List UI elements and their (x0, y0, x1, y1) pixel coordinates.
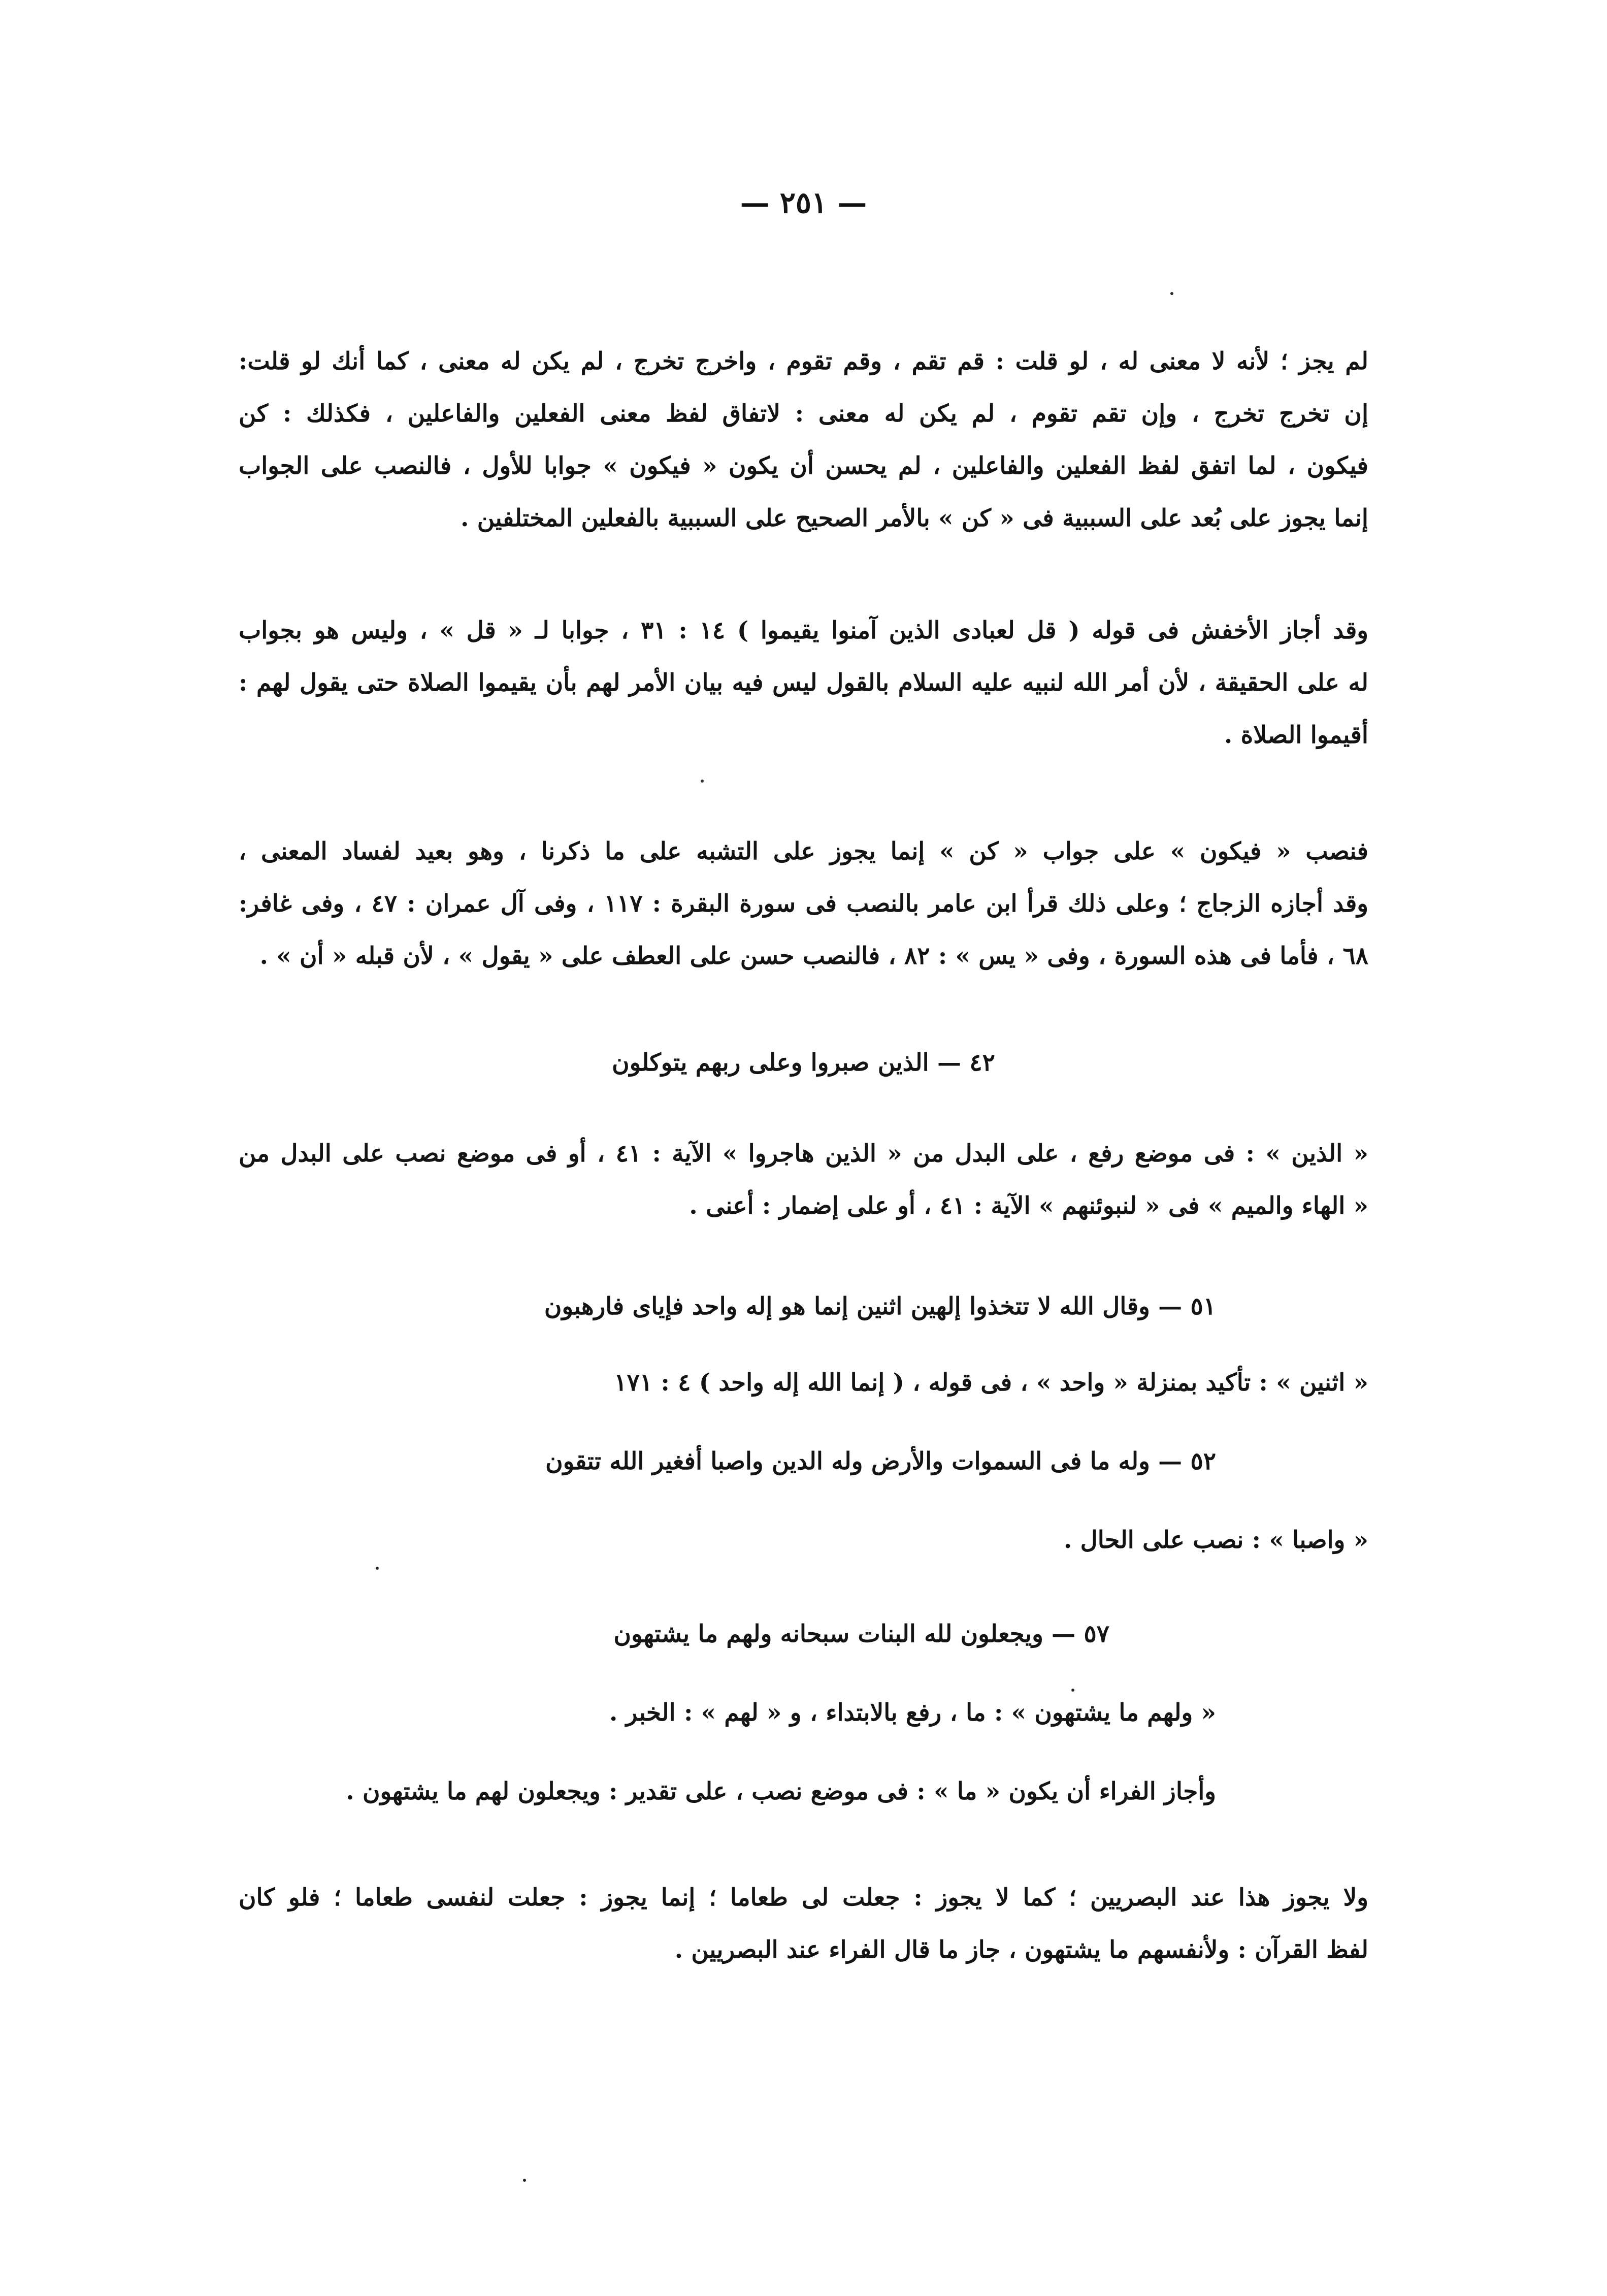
scan-speck (701, 780, 704, 783)
paragraph: « واصبا » : نصب على الحال . (1063, 1526, 1368, 1554)
text-line: ٦٨ ، فأما فى هذه السورة ، وفى « يس » : ٨٢ ، فالنصب حسن على العطف على « يقول » ، لأن قبله « أن » . (259, 942, 1368, 970)
text-line: فيكون ، لما اتفق لفظ الفعلين والفاعلين ، لم يحسن أن يكون « فيكون » جوابا للأول ، فالنصب على الجواب (239, 452, 1368, 480)
text-line: إن تخرج تخرج ، وإن تقم تقوم ، لم يكن له معنى : لاتفاق لفظ معنى الفعلين والفاعلين ، فكذلك : كن (239, 400, 1368, 428)
paragraph (239, 1871, 1368, 1976)
verse-heading: ٥١ — وقال الله لا تتخذوا إلهين اثنين إنما هو إله واحد فإياى فارهبون (544, 1292, 1216, 1320)
paragraph: وأجاز الفراء أن يكون « ما » : فى موضع نصب ، على تقدير : ويجعلون لهم ما يشتهون . (346, 1777, 1216, 1805)
text-line: له على الحقيقة ، لأن أمر الله لنبيه عليه السلام بالقول ليس فيه بيان الأمر لهم بأن يقيموا الصلاة حتى يقول لهم : (239, 669, 1368, 697)
paragraph (239, 604, 1368, 761)
text-line: « الذين » : فى موضع رفع ، على البدل من « الذين هاجروا » الآية : ٤١ ، أو فى موضع نصب على البدل من (239, 1140, 1368, 1168)
text-line: ولا يجوز هذا عند البصريين ؛ كما لا يجوز : جعلت لى طعاما ؛ إنما يجوز : جعلت لنفسى طعاما ؛ فلو كان (239, 1884, 1368, 1912)
text-line: لم يجز ؛ لأنه لا معنى له ، لو قلت : قم تقم ، وقم تقوم ، واخرج تخرج ، لم يكن له معنى ، كما أنك لو قلت: (239, 347, 1368, 375)
text-line: وقد أجاز الأخفش فى قوله ( قل لعبادى الذين آمنوا يقيموا ) ١٤ : ٣١ ، جوابا لـ « قل » ، وليس هو بجواب (239, 617, 1368, 644)
paragraph (239, 825, 1368, 982)
scan-speck (523, 2179, 526, 2182)
scan-speck (376, 1567, 379, 1570)
verse-heading: ٥٧ — ويجعلون لله البنات سبحانه ولهم ما يشتهون (613, 1620, 1109, 1648)
scan-speck (1071, 1689, 1074, 1692)
text-line: إنما يجوز على بُعد على السببية فى « كن » بالأمر الصحيح على السببية بالفعلين المختلفين . (461, 504, 1368, 532)
page-number: — ٢٥١ — (740, 185, 867, 220)
text-line: أقيموا الصلاة . (1224, 721, 1368, 749)
paragraph: « اثنين » : تأكيد بمنزلة « واحد » ، فى قوله ، ( إنما الله إله واحد ) ٤ : ١٧١ (614, 1369, 1368, 1397)
verse-heading: ٤٢ — الذين صبروا وعلى ربهم يتوكلون (612, 1049, 995, 1077)
text-line: وقد أجازه الزجاج ؛ وعلى ذلك قرأ ابن عامر بالنصب فى سورة البقرة : ١١٧ ، وفى آل عمران : ٤٧ ، وفى غافر: (239, 890, 1368, 918)
paragraph: « ولهم ما يشتهون » : ما ، رفع بالابتداء ، و « لهم » : الخبر . (609, 1699, 1216, 1727)
text-line: لفظ القرآن : ولأنفسهم ما يشتهون ، جاز ما قال الفراء عند البصريين . (674, 1936, 1368, 1964)
text-line: فنصب « فيكون » على جواب « كن » إنما يجوز على التشبه على ما ذكرنا ، وهو بعيد لفساد المعنى ، (239, 837, 1368, 865)
paragraph (239, 1127, 1368, 1232)
text-line: « الهاء والميم » فى « لنبوئنهم » الآية : ٤١ ، أو على إضمار : أعنى . (689, 1192, 1368, 1220)
scan-speck (1170, 292, 1173, 295)
paragraph (239, 335, 1368, 544)
verse-heading: ٥٢ — وله ما فى السموات والأرض وله الدين واصبا أفغير الله تتقون (545, 1447, 1216, 1475)
